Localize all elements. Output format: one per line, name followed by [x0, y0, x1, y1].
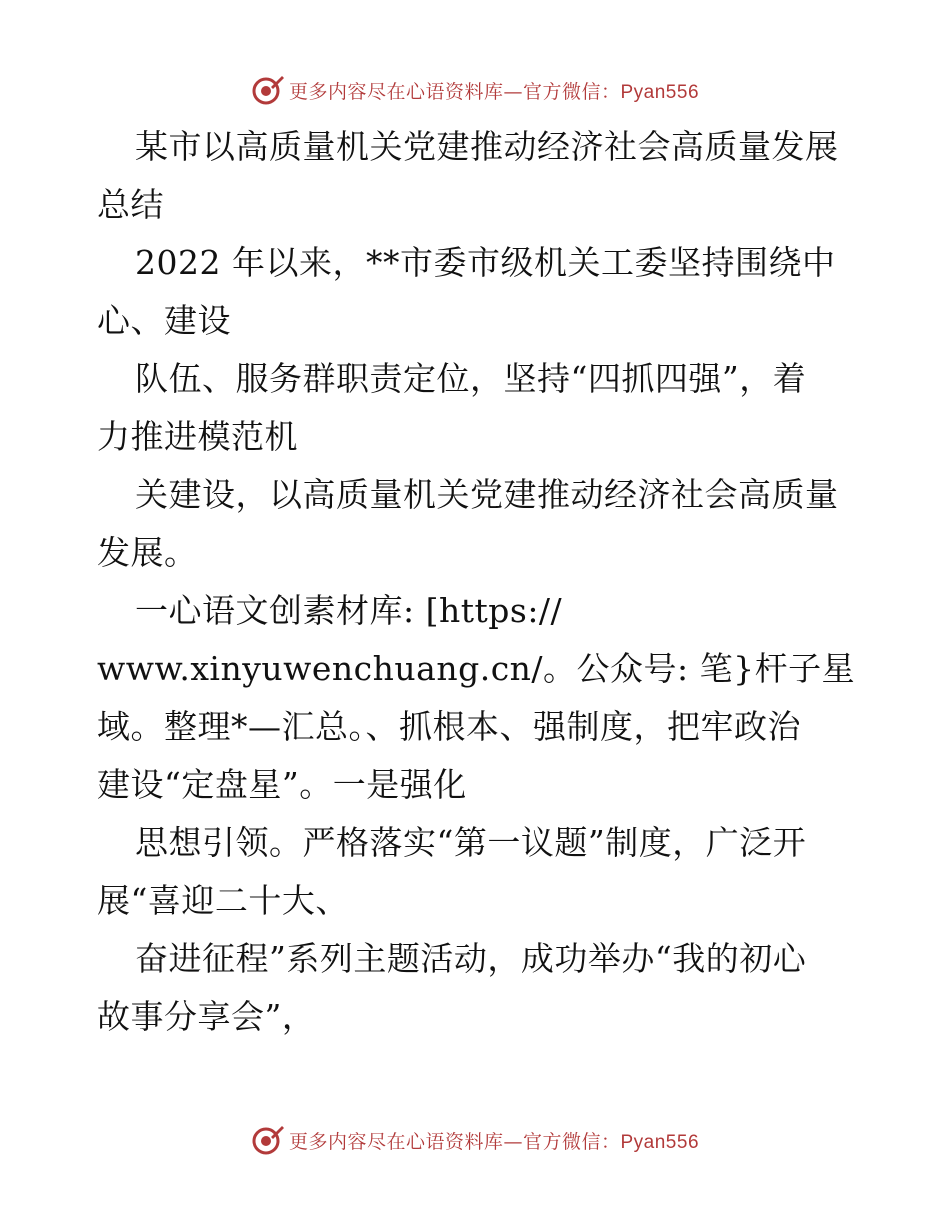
- text-line: 2022 年以来，**市委市级机关工委坚持围绕中: [135, 243, 836, 282]
- watermark-text: 更多内容尽在心语资料库—官方微信：Pyan556: [288, 80, 700, 103]
- text-line: 建设“定盘星”。一是强化: [97, 765, 467, 804]
- text-line: 力推进模范机: [97, 417, 298, 456]
- header-watermark: [0, 70, 950, 110]
- text-line: 域。整理*—汇总。、抓根本、强制度，把牢政治: [97, 707, 801, 746]
- footer-watermark: [0, 1120, 950, 1160]
- text-line: 总结: [97, 185, 164, 224]
- text-line: 某市以高质量机关党建推动经济社会高质量发展: [135, 127, 839, 166]
- text-line: 发展。: [97, 533, 198, 572]
- brush-logo-icon: [251, 1123, 285, 1157]
- watermark-text: 更多内容尽在心语资料库—官方微信：Pyan556: [288, 1130, 700, 1153]
- text-line: 一心语文创素材库: [https://: [135, 591, 563, 630]
- text-line: 展“喜迎二十大、: [97, 881, 349, 920]
- document-body: [97, 118, 857, 1046]
- text-line: www.xinyuwenchuang.cn/。公众号: 笔}杆子星: [97, 649, 856, 688]
- text-line: 故事分享会”，: [97, 997, 316, 1036]
- text-line: 关建设，以高质量机关党建推动经济社会高质量: [135, 475, 839, 514]
- text-line: 奋进征程”系列主题活动，成功举办“我的初心: [135, 939, 807, 978]
- text-line: 思想引领。严格落实“第一议题”制度，广泛开: [135, 823, 807, 862]
- text-line: 队伍、服务群职责定位，坚持“四抓四强”，着: [135, 359, 807, 398]
- brush-logo-icon: [251, 73, 285, 107]
- text-line: 心、建设: [97, 301, 231, 340]
